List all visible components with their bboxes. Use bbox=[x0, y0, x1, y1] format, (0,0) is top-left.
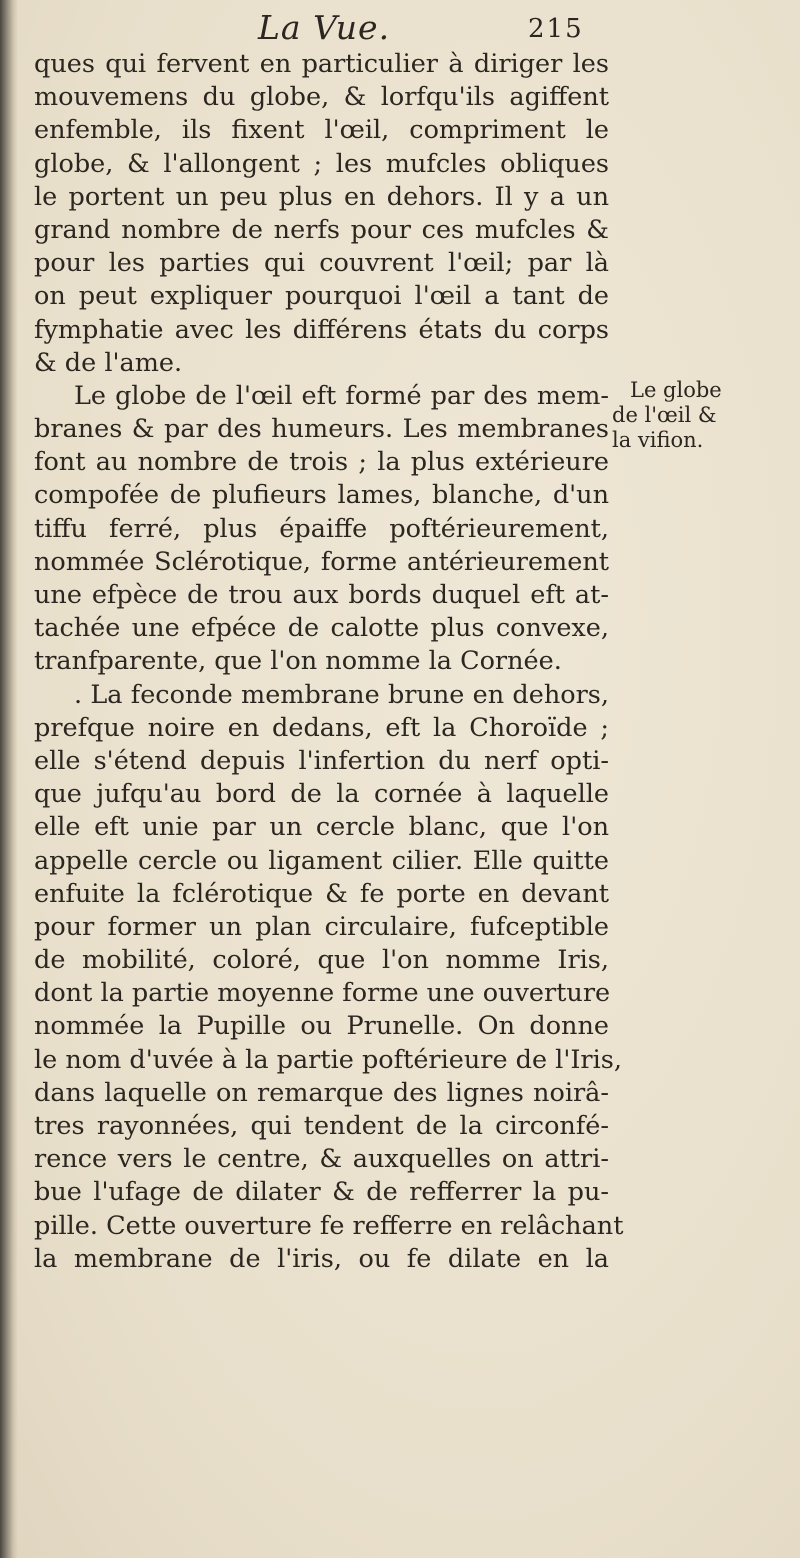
text-line: une efpèce de trou aux bords duquel eft at- bbox=[34, 580, 609, 610]
text-line: appelle cercle ou ligament cilier. Elle quitte bbox=[34, 845, 609, 876]
margin-note-line: la vifion. bbox=[612, 428, 704, 452]
text-line: nommée Sclérotique, forme antérieurement bbox=[34, 546, 609, 577]
text-line: compofée de plufieurs lames, blanche, d'un bbox=[34, 480, 609, 511]
text-line: bue l'ufage de dilater & de refferrer la pu- bbox=[34, 1177, 609, 1208]
text-line: de mobilité, coloré, que l'on nomme Iris, bbox=[34, 945, 609, 976]
body-text bbox=[34, 48, 624, 1276]
text-line: ques qui fervent en particulier à diriger les bbox=[34, 49, 609, 79]
text-line: tranfparente, que l'on nomme la Cornée. bbox=[34, 646, 562, 677]
text-line: dont la partie moyenne forme une ouverture bbox=[34, 978, 611, 1009]
running-title: La Vue. bbox=[258, 8, 391, 47]
text-line: enfemble, ils fixent l'œil, compriment le bbox=[34, 115, 609, 146]
margin-note bbox=[612, 378, 797, 453]
text-line: globe, & l'allongent ; les mufcles obliques bbox=[34, 148, 609, 179]
text-line: tiffu ferré, plus épaiffe poftérieurement, bbox=[34, 513, 609, 544]
page-number: 215 bbox=[528, 14, 584, 44]
paragraph-start-line: . La feconde membrane brune en dehors, bbox=[74, 679, 609, 710]
margin-note-line: de l'œil & bbox=[612, 403, 717, 427]
text-line: nommée la Pupille ou Prunelle. On donne bbox=[34, 1011, 609, 1042]
text-line: rence vers le centre, & auxquelles on attri- bbox=[34, 1144, 609, 1175]
text-line: que jufqu'au bord de la cornée à laquelle bbox=[34, 779, 609, 810]
text-line: pour former un plan circulaire, fufceptible bbox=[34, 911, 609, 942]
text-line: mouvemens du globe, & lorfqu'ils agiffent bbox=[34, 82, 609, 113]
text-line: la membrane de l'iris, ou fe dilate en la bbox=[34, 1243, 609, 1274]
text-line: tachée une efpéce de calotte plus convexe, bbox=[34, 613, 609, 644]
text-line: fymphatie avec les différens états du corps bbox=[34, 314, 609, 345]
text-line: on peut expliquer pourquoi l'œil a tant de bbox=[34, 281, 609, 312]
text-line: enfuite la fclérotique & fe porte en devant bbox=[34, 878, 609, 909]
text-line: tres rayonnées, qui tendent de la circonfé- bbox=[34, 1111, 609, 1141]
paragraph-start-line: Le globe de l'œil eft formé par des mem- bbox=[74, 380, 609, 411]
text-line: elle s'étend depuis l'infertion du nerf opti- bbox=[34, 745, 609, 776]
text-line: dans laquelle on remarque des lignes noirâ- bbox=[34, 1077, 609, 1108]
text-line: pour les parties qui couvrent l'œil; par là bbox=[34, 248, 609, 279]
margin-note-line: Le globe bbox=[630, 378, 722, 402]
text-line: & de l'ame. bbox=[34, 347, 183, 378]
text-line: grand nombre de nerfs pour ces mufcles & bbox=[34, 214, 609, 245]
text-line: prefque noire en dedans, eft la Choroïde ; bbox=[34, 712, 609, 743]
text-line: le portent un peu plus en dehors. Il y a un bbox=[34, 181, 609, 212]
text-line: branes & par des humeurs. Les membranes bbox=[34, 414, 609, 445]
text-line: le nom d'uvée à la partie poftérieure de l'Iris, bbox=[34, 1044, 622, 1075]
page-binding-edge bbox=[0, 0, 18, 1558]
running-head bbox=[0, 8, 800, 48]
text-line: pille. Cette ouverture fe refferre en relâchant bbox=[34, 1210, 624, 1241]
text-line: elle eft unie par un cercle blanc, que l'on bbox=[34, 812, 609, 843]
text-line: font au nombre de trois ; la plus extérieure bbox=[34, 447, 609, 478]
